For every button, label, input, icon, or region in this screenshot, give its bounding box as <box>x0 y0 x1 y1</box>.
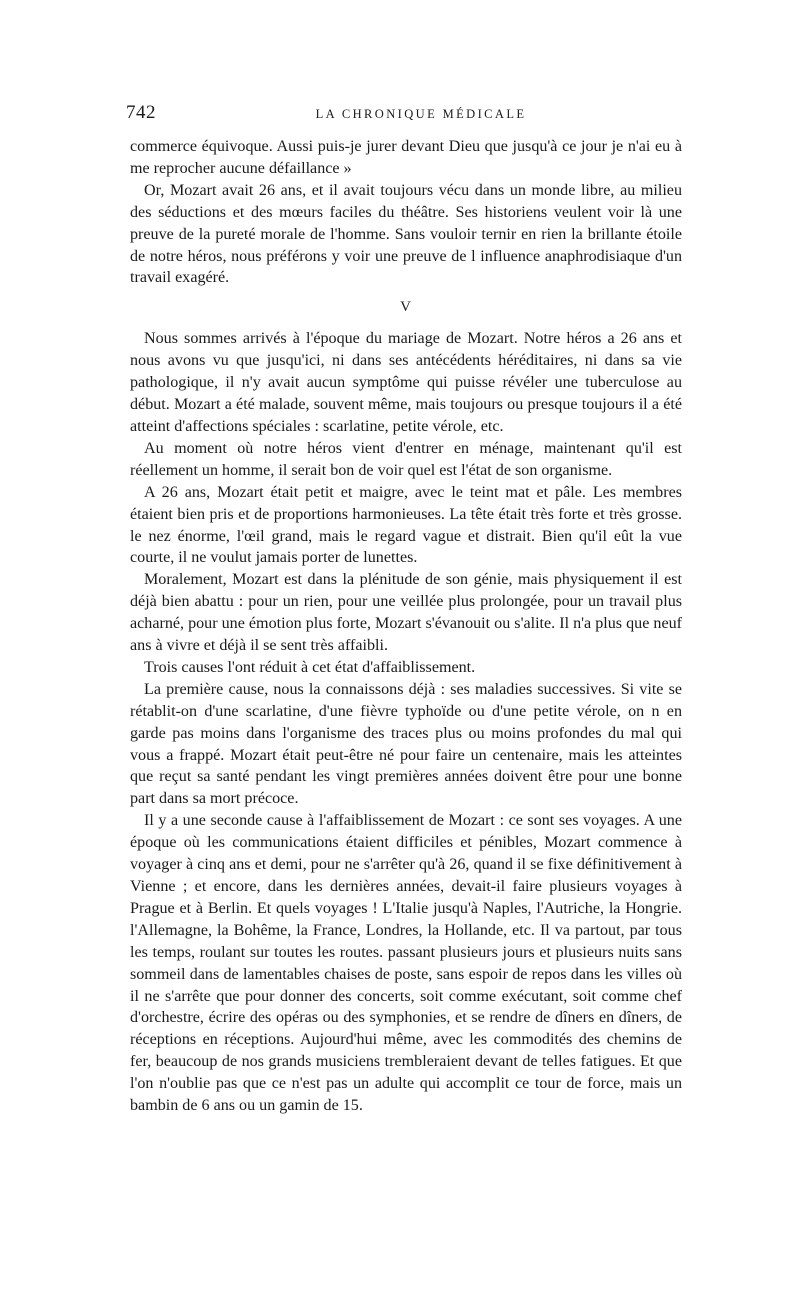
document-page <box>126 102 682 1117</box>
paragraph: Il y a une seconde cause à l'affaiblissement de Mozart : ce sont ses voyages. A une époque où les communications étaient difficiles et pénibles, Mozart commence à voyager à cinq ans et demi, pour ne s'arrêter qu'à 26, quand il se fixe définitivement à Vienne ; et encore, dans les dernières années, devait-il faire plusieurs voyages à Prague et à Berlin. Et quels voyages ! L'Italie jusqu'à Naples, l'Autriche, la Hongrie. l'Allemagne, la Bohême, la France, Londres, la Hollande, etc. Il va partout, par tous les temps, roulant sur toutes les routes. passant plusieurs jours et plusieurs nuits sans sommeil dans de lamentables chaises de poste, sans espoir de repos dans les villes où il ne s'arrête que pour donner des concerts, soit comme exécutant, soit comme chef d'orchestre, écrire des opéras ou des symphonies, et se rendre de dîners en dîners, de réceptions en réceptions. Aujourd'hui même, avec les commodités des chemins de fer, beaucoup de nos grands musiciens trembleraient devant de telles fatigues. Et que l'on n'oublie pas que ce n'est pas un adulte qui accomplit ce tour de force, mais un bambin de 6 ans ou un gamin de 15. <box>130 812 682 1115</box>
paragraph: Moralement, Mozart est dans la plénitude de son génie, mais physiquement il est déjà bien abattu : pour un rien, pour une veillée plus prolongée, pour un travail plus acharné, pour une émotion plus forte, Mozart s'évanouit ou s'alite. Il n'a plus que neuf ans à vivre et déjà il se sent très affaibli. <box>130 571 682 655</box>
page-number: 742 <box>126 102 156 123</box>
section-heading: V <box>400 299 412 316</box>
paragraph: Or, Mozart avait 26 ans, et il avait toujours vécu dans un monde libre, au milieu des séductions et des mœurs faciles du théâtre. Ses historiens veulent voir là une preuve de la pureté morale de l'homme. Sans vouloir ternir en rien la brillante étoile de notre héros, nous préférons y voir une preuve de l influence anaphrodisiaque d'un travail exagéré. <box>130 181 682 287</box>
paragraph: La première cause, nous la connaissons déjà : ses maladies successives. Si vite se rétablit-on d'une scarlatine, d'une fièvre typhoïde ou d'une petite vérole, on n en garde pas moins dans l'organisme des traces plus ou moins profondes du mal qui vous a frappé. Mozart était peut-être né pour faire un centenaire, mais les atteintes que reçut sa santé pendant les vingt premières années doivent être pour une bonne part dans sa mort précoce. <box>130 680 682 808</box>
paragraph: A 26 ans, Mozart était petit et maigre, avec le teint mat et pâle. Les membres étaient bien pris et de proportions harmonieuses. La tête était très forte et très grosse. le nez énorme, l'œil grand, mais le regard vague et distrait. Bien qu'il eût la vue courte, il ne voulut jamais porter de lunettes. <box>130 483 682 567</box>
paragraph: Au moment où notre héros vient d'entrer en ménage, maintenant qu'il est réellement un homme, il serait bon de voir quel est l'état de son organisme. <box>130 439 682 479</box>
page-header <box>126 102 682 132</box>
paragraph: Nous sommes arrivés à l'époque du mariage de Mozart. Notre héros a 26 ans et nous avons vu que jusqu'ici, ni dans ses antécédents héréditaires, ni dans sa vie pathologique, il n'y avait aucun symptôme qui puisse révéler une tuberculose au début. Mozart a été malade, souvent même, mais toujours ou presque toujours il a été atteint d'affections spéciales : scarlatine, petite vérole, etc. <box>130 330 682 435</box>
paragraph: Trois causes l'ont réduit à cet état d'affaiblissement. <box>144 658 476 676</box>
paragraph-continued: commerce équivoque. Aussi puis-je jurer devant Dieu que jusqu'à ce jour je n'ai eu à me reprocher aucune défaillance » <box>130 138 682 177</box>
running-head: LA CHRONIQUE MÉDICALE <box>315 107 527 121</box>
